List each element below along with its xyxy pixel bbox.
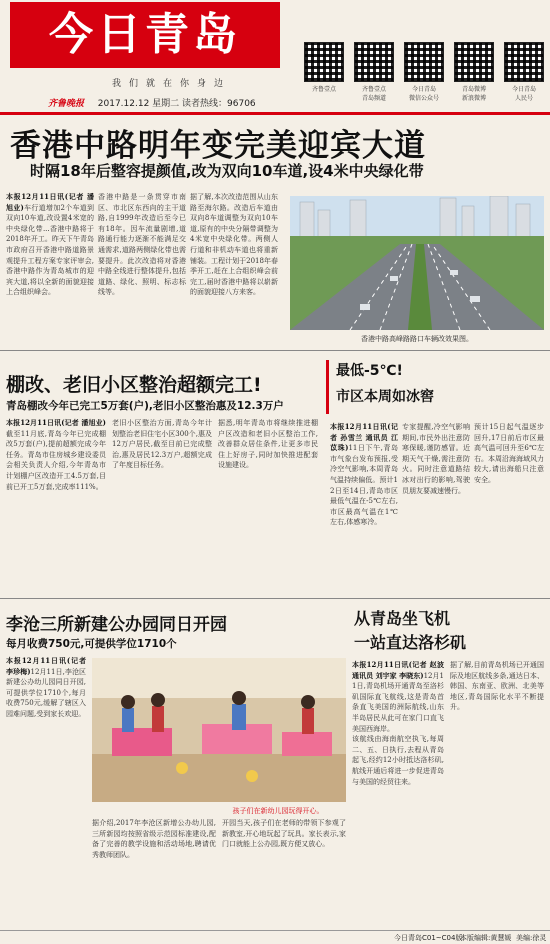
story2-subhead: 青岛棚改今年已完工5万套(户),老旧小区整治惠及12.3万户 bbox=[6, 400, 284, 412]
lead-text: 据了解,本次改造范围从山东路至海尔路。改造后车道由双向8车道调整为双向10车道,原有的中央分隔带调整为4米宽中央绿化带。两侧人行道和非机动车道也将重新铺装。工程计划于2018年春季开工,赶在上合组织峰会前完工,届时香港中路将以崭新的面貌迎接八方来客。 bbox=[190, 193, 278, 297]
story2-text: 老旧小区整治方面,青岛今年计划整治老旧住宅小区300个,惠及12万户居民,截至目前已完成整治,惠及居民12.3万户,超额完成了年度目标任务。 bbox=[112, 419, 212, 470]
qr-caption: 今日青岛 微信公众号 bbox=[408, 86, 439, 102]
kindergarten-photo bbox=[92, 658, 346, 802]
qr-code-3[interactable] bbox=[400, 42, 448, 102]
qr-caption: 齐鲁壹点 bbox=[311, 86, 336, 93]
lead-column-1 bbox=[6, 192, 94, 344]
lead-column-2 bbox=[98, 192, 186, 344]
qr-code-2[interactable] bbox=[350, 42, 398, 102]
qr-code-icon bbox=[354, 42, 394, 82]
qr-code-icon bbox=[504, 42, 544, 82]
page-footer bbox=[0, 930, 550, 944]
story4-column-2 bbox=[92, 818, 216, 926]
story2-text: 据悉,明年青岛市将继续推进棚户区改造和老旧小区整治工作,改善群众居住条件,让更多市民住上好房子,同时加快推进配套设施建设。 bbox=[218, 419, 318, 470]
masthead-slogan: 我们就在你身边 bbox=[112, 79, 232, 89]
story5-column-1 bbox=[352, 660, 444, 926]
story3-headline: 最低-5℃! bbox=[336, 363, 403, 379]
road-rendering-image bbox=[290, 196, 544, 330]
story3-text: 专家提醒,冷空气影响期间,市民外出注意防寒保暖,谨防感冒。近期天气干燥,需注意防火。同时注意道路结冰对出行的影响,驾驶员朋友要减速慢行。 bbox=[402, 423, 470, 495]
qr-caption: 齐鲁壹点 青岛频道 bbox=[361, 86, 386, 102]
masthead-title: 今日青岛 bbox=[10, 2, 280, 68]
story5-text: 12月11日,青岛机场开通青岛至洛杉矶国际直飞航线,这是青岛首条直飞美国的洲际航线,山东半岛居民从此可在家门口直飞美国西海岸。 bbox=[352, 671, 444, 733]
lead-text: 车行道增加2个车道到双向10车道,改设置4米宽的中央绿化带...香港中路将于2018年开工。昨天下午青岛市政府召开香港中路道路景观提升工程方案专家评审会,香港中路作为青岛城市的迎宾大道,将以全新的面貌迎接上合组织峰会。 bbox=[6, 203, 94, 297]
story5-text: 该航线由海南航空执飞,每周二、五、日执行,去程从青岛起飞,经约12小时抵达洛杉矶,航线开通后将进一步促进青岛与美国的经贸往来。 bbox=[352, 735, 444, 786]
story3-headline-2: 市区本周如冰窖 bbox=[336, 389, 434, 405]
footer-designer: 美编:徐灵 bbox=[516, 934, 547, 942]
story5-text: 据了解,目前青岛机场已开通国际及地区航线多条,通达日本、韩国、东南亚、欧洲、北美等地区,青岛国际化水平不断提升。 bbox=[450, 661, 544, 712]
lead-text: 香港中路是一条贯穿市南区、市北区东西向的主干道路,自1999年改造后至今已有18年。因车流量剧增,道路通行能力逐渐不能满足交通需求,道路两侧绿化带也需要提升。此次改造将对香港中路全线进行整体提升,包括道路、绿化、照明、标志标线等。 bbox=[98, 193, 186, 297]
story3-column-1 bbox=[330, 422, 398, 590]
story4-byline: 本报12月11日讯(记者 李珍梅) bbox=[6, 656, 86, 676]
story5-column-2 bbox=[450, 660, 544, 926]
story4-text: 12月11日,李沧区新建公办幼儿园同日开园,可提供学位1710个,每月收费750元,缓解了辖区入园难问题,受到家长欢迎。 bbox=[6, 667, 86, 718]
story2-column-3 bbox=[218, 418, 318, 590]
qr-code-icon bbox=[404, 42, 444, 82]
story4-column-3 bbox=[222, 818, 346, 926]
story4-subhead: 每月收费750元,可提供学位1710个 bbox=[6, 638, 177, 650]
story3-column-3 bbox=[474, 422, 544, 590]
story2-column-2 bbox=[112, 418, 212, 590]
qr-caption: 今日青岛 人民号 bbox=[511, 86, 536, 102]
story2-column-1 bbox=[6, 418, 106, 590]
story2-byline: 本报12月11日讯(记者 潘旭业) bbox=[6, 418, 106, 427]
story2-text: 截至11月底,青岛今年已完成棚改5万套(户),提前超额完成今年任务。青岛市住房城乡建设委员会相关负责人介绍,今年青岛市计划棚户区改造开工4.5万套,目前已开工5万套,完成率111%。 bbox=[6, 429, 106, 491]
kindergarten-photo-caption: 孩子们在新幼儿园玩得开心。 bbox=[232, 807, 324, 815]
story3-byline: 本报12月11日讯(记者 孙雪兰 通讯员 江苡珠) bbox=[330, 422, 398, 453]
story4-column-1 bbox=[6, 656, 86, 926]
qr-code-icon bbox=[304, 42, 344, 82]
section-divider bbox=[0, 350, 550, 351]
story5-headline-2: 一站直达洛杉矶 bbox=[354, 633, 467, 652]
publication-line bbox=[48, 96, 256, 109]
qr-caption: 青岛微博 新浪微博 bbox=[461, 86, 486, 102]
qr-code-icon bbox=[454, 42, 494, 82]
date-line: 2017.12.12 星期二 读者热线：96706 bbox=[97, 99, 256, 109]
kindergarten-image bbox=[92, 658, 346, 802]
story4-headline: 李沧三所新建公办园同日开园 bbox=[6, 615, 227, 635]
section-divider bbox=[0, 598, 550, 599]
lead-headline: 香港中路明年变完美迎宾大道 bbox=[10, 128, 426, 164]
qr-code-5[interactable] bbox=[500, 42, 548, 102]
story2-headline: 棚改、老旧小区整治超额完工! bbox=[6, 374, 262, 396]
story5-byline: 本报12月11日讯(记者 赵波 通讯员 刘宇家 李晓东) bbox=[352, 660, 444, 680]
qr-code-1[interactable] bbox=[300, 42, 348, 93]
masthead-divider bbox=[0, 112, 550, 115]
story5-headline: 从青岛坐飞机 bbox=[354, 609, 451, 628]
road-photo-caption: 香港中路高峰路路口车辆改效果图。 bbox=[361, 335, 473, 343]
story3-accent-bar bbox=[326, 360, 329, 414]
footer-editor: 本版编辑:黄慧媛 bbox=[460, 934, 512, 942]
newspaper-brand: 齐鲁晚报 bbox=[48, 99, 85, 109]
story4-text: 开园当天,孩子们在老师的带领下参观了新教室,开心地玩起了玩具。家长表示,家门口就能上公办园,既方便又放心。 bbox=[222, 819, 346, 849]
story4-text: 据介绍,2017年李沧区新增公办幼儿园,三所新园均按照省级示范园标准建设,配备了完善的教学设施和活动场地,聘请优秀教师团队。 bbox=[92, 819, 216, 859]
story3-text: 预计15日起气温逐步回升,17日前后市区最高气温可回升至6℃左右。本周沿海海域风力较大,请出海船只注意安全。 bbox=[474, 423, 544, 484]
qr-code-4[interactable] bbox=[450, 42, 498, 102]
story3-column-2 bbox=[402, 422, 470, 590]
lead-byline: 本报12月11日讯(记者 潘旭业) bbox=[6, 192, 94, 212]
lead-column-3 bbox=[190, 192, 278, 344]
footer-edition: 今日青岛C01~C04版 bbox=[394, 934, 463, 942]
story3-text: 11日下午,青岛市气象台发布预报,受冷空气影响,本周青岛气温持续偏低。预计12日至14日,青岛市区最低气温在-5℃左右,市区最高气温在1℃左右,体感寒冷。 bbox=[330, 444, 398, 527]
lead-subhead: 时隔18年后整容提颜值,改为双向10车道,设4米中央绿化带 bbox=[30, 162, 424, 180]
road-rendering-photo bbox=[290, 196, 544, 330]
